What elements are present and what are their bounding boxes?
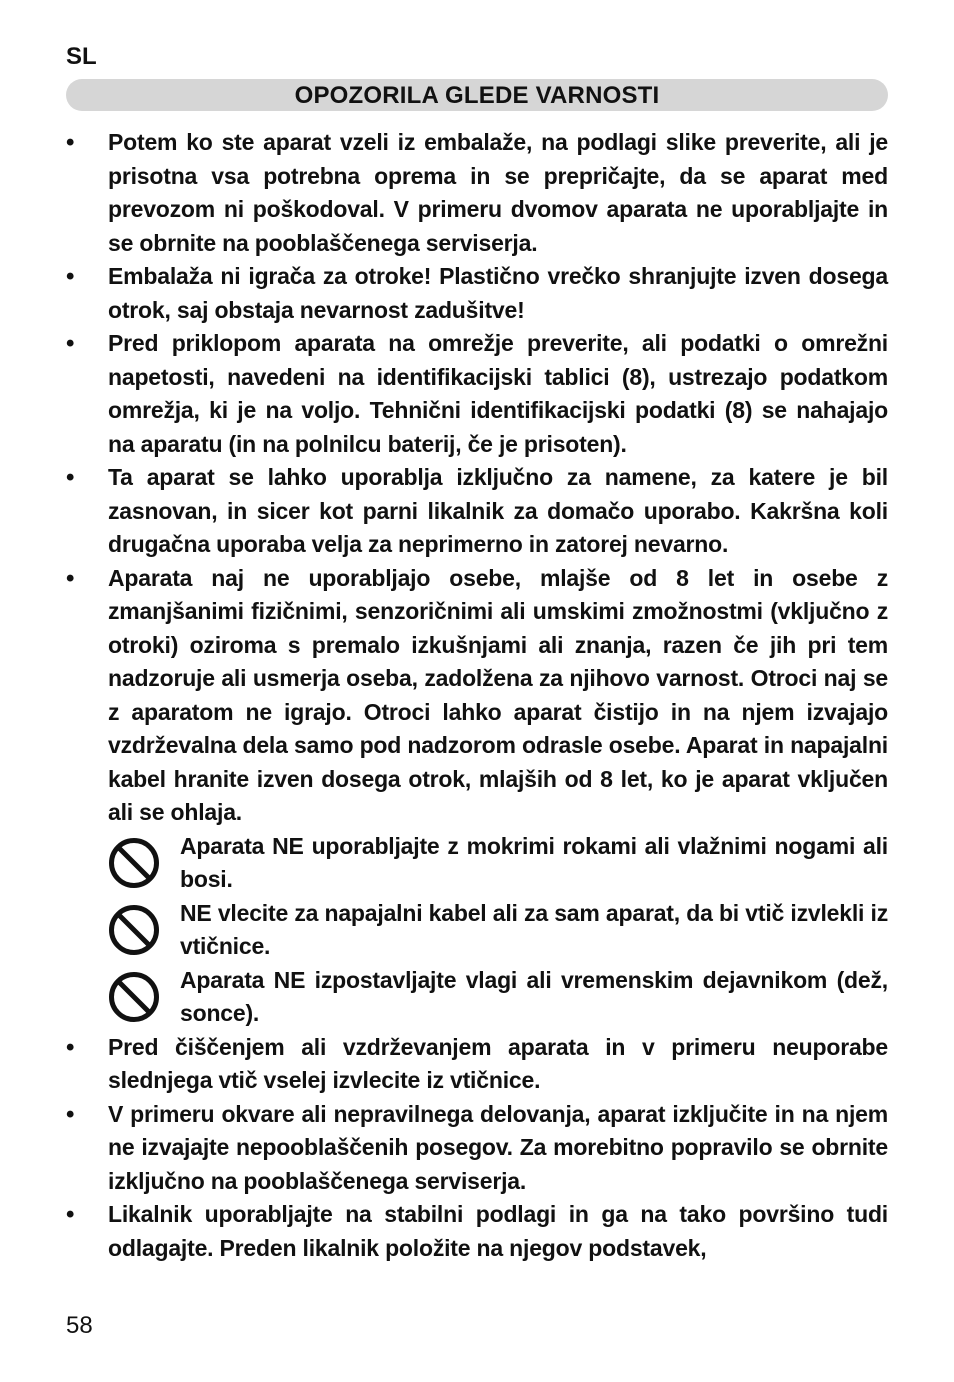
- list-item-text: Embalaža ni igrača za otroke! Plastično vrečko shranjujte izven dosega otrok, saj obstaja nevarnost zadušitve!: [108, 263, 888, 323]
- prohibition-warning-text: Aparata NE izpostavljajte vlagi ali vremenskim dejavnikom (dež, sonce).: [180, 966, 888, 1026]
- bullet-icon: •: [66, 1033, 75, 1061]
- list-item: [66, 461, 888, 562]
- list-item: [66, 562, 888, 830]
- prohibition-icon: [108, 837, 160, 889]
- list-item: [66, 126, 888, 260]
- prohibition-warning: [66, 897, 888, 964]
- prohibition-icon: [108, 904, 160, 956]
- list-item: [66, 260, 888, 327]
- list-item-text: Aparata naj ne uporabljajo osebe, mlajše od 8 let in osebe z zmanjšanimi fizičnimi, senzoričnimi ali umskimi zmožnostmi (vključno z otroki) oziroma s premalo izkušnjami ali znanja, razen če jih pri tem nadzoruje ali usmerja oseba, zadolžena za njihovo varnost. Otroci naj se z aparatom ne igrajo. Otroci lahko aparat čistijo in na njem izvajajo vzdrževalna dela samo pod nadzorom odrasle osebe. Aparat in napajalni kabel hranite izven dosega otrok, mlajših od 8 let, ko je aparat vključen ali se ohlaja.: [108, 564, 888, 825]
- section-title: OPOZORILA GLEDE VARNOSTI: [294, 82, 660, 109]
- prohibition-icon: [108, 971, 160, 1023]
- prohibition-warning: [66, 964, 888, 1031]
- section-title-banner: [66, 79, 888, 111]
- bullet-icon: •: [66, 129, 75, 156]
- list-item-text: Ta aparat se lahko uporablja izključno za namene, za katere je bil zasnovan, in sicer kot parni likalnik za domačo uporabo. Kakršna koli drugačna uporaba velja za neprimerno in zatorej nevarno.: [108, 464, 888, 557]
- bullet-icon: •: [66, 464, 75, 491]
- safety-warnings-body: [66, 126, 888, 1265]
- list-item-text: Likalnik uporabljajte na stabilni podlagi in ga na tako površino tudi odlagajte. Preden likalnik položite na njegov podstavek,: [108, 1201, 888, 1261]
- prohibition-warning-text: NE vlecite za napajalni kabel ali za sam aparat, da bi vtič izvlekli iz vtičnice.: [180, 899, 888, 959]
- prohibition-warning: [66, 830, 888, 897]
- list-item-text: Pred čiščenjem ali vzdrževanjem aparata in v primeru neuporabe slednjega vtič vselej izvlecite iz vtičnice.: [108, 1033, 888, 1093]
- list-item-text: Pred priklopom aparata na omrežje preverite, ali podatki o omrežni napetosti, navedeni na identifikacijski tablici (8), ustrezajo podatkom omrežja, ki je na voljo. Tehnični identifikacijski podatki (8) se nahajajo na aparatu (in na polnilcu baterij, če je prisoten).: [108, 330, 888, 457]
- list-item: [66, 1031, 888, 1098]
- list-item-text: Potem ko ste aparat vzeli iz embalaže, na podlagi slike preverite, ali je prisotna vsa potrebna oprema in se prepričajte, da se aparat med prevozom ni poškodoval. V primeru dvomov aparata ne uporabljajte in se obrnite na pooblaščenega serviserja.: [108, 129, 888, 256]
- bullet-icon: •: [66, 263, 75, 290]
- page-number: 58: [66, 1312, 93, 1339]
- list-item: [66, 1098, 888, 1199]
- bullet-icon: •: [66, 1100, 75, 1128]
- language-code: SL: [66, 43, 97, 70]
- bullet-icon: •: [66, 330, 75, 357]
- list-item-text: V primeru okvare ali nepravilnega delovanja, aparat izključite in na njem ne izvajajte nepooblaščenih posegov. Za morebitno popravilo se obrnite izključno na pooblaščenega serviserja.: [108, 1100, 888, 1194]
- prohibition-warning-text: Aparata NE uporabljajte z mokrimi rokami ali vlažnimi nogami ali bosi.: [180, 832, 888, 892]
- list-item: [66, 327, 888, 461]
- list-item: [66, 1198, 888, 1265]
- bullet-icon: •: [66, 1201, 75, 1228]
- bullet-icon: •: [66, 564, 75, 592]
